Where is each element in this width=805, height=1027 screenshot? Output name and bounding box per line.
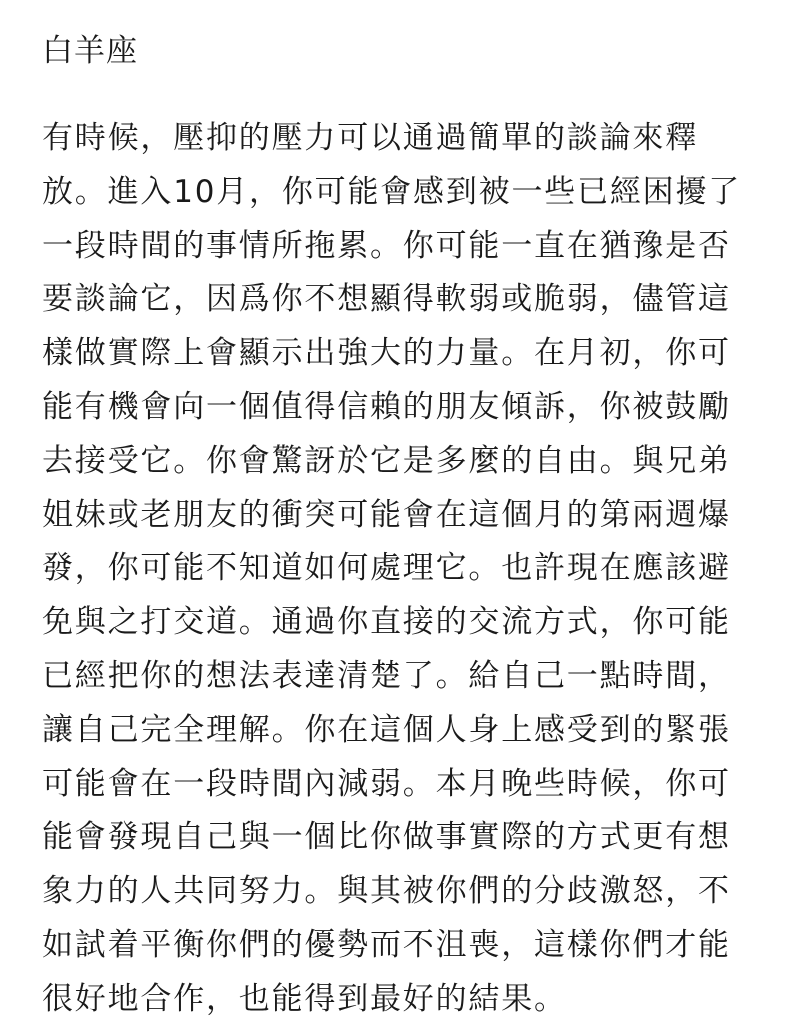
paragraph-line: 讓自己完全理解。你在這個人身上感受到的緊張 (42, 711, 731, 748)
horoscope-paragraph (42, 112, 772, 1027)
paragraph-line: 如試着平衡你們的優勢而不沮喪，這樣你們才能 (42, 926, 731, 963)
paragraph-line: 發，你可能不知道如何處理它。也許現在應該避 (42, 550, 731, 587)
paragraph-line: 要談論它，因爲你不想顯得軟弱或脆弱，儘管這 (42, 281, 731, 318)
paragraph-line: 有時候，壓抑的壓力可以通過簡單的談論來釋 (42, 120, 698, 156)
page-title: 白羊座 (42, 33, 138, 69)
paragraph-line: 一段時間的事情所拖累。你可能一直在猶豫是否 (42, 227, 731, 264)
paragraph-line: 很好地合作，也能得到最好的結果。 (42, 980, 567, 1017)
paragraph-line: 免與之打交道。通過你直接的交流方式，你可能 (42, 604, 731, 641)
document-page (42, 28, 772, 1027)
paragraph-line: 樣做實際上會顯示出強大的力量。在月初，你可 (42, 335, 731, 372)
paragraph-line: 姐妹或老朋友的衝突可能會在這個月的第兩週爆 (42, 496, 731, 533)
paragraph-line: 能會發現自己與一個比你做事實際的方式更有想 (42, 819, 731, 856)
paragraph-line: 放。進入10月，你可能會感到被一些已經困擾了 (42, 173, 742, 210)
paragraph-line: 去接受它。你會驚訝於它是多麼的自由。與兄弟 (42, 442, 731, 479)
paragraph-line: 已經把你的想法表達清楚了。給自己一點時間， (42, 657, 731, 694)
paragraph-line: 能有機會向一個值得信賴的朋友傾訴，你被鼓勵 (42, 388, 731, 425)
paragraph-line: 可能會在一段時間內減弱。本月晚些時候，你可 (42, 765, 731, 802)
paragraph-line: 象力的人共同努力。與其被你們的分歧激怒，不 (42, 873, 731, 910)
